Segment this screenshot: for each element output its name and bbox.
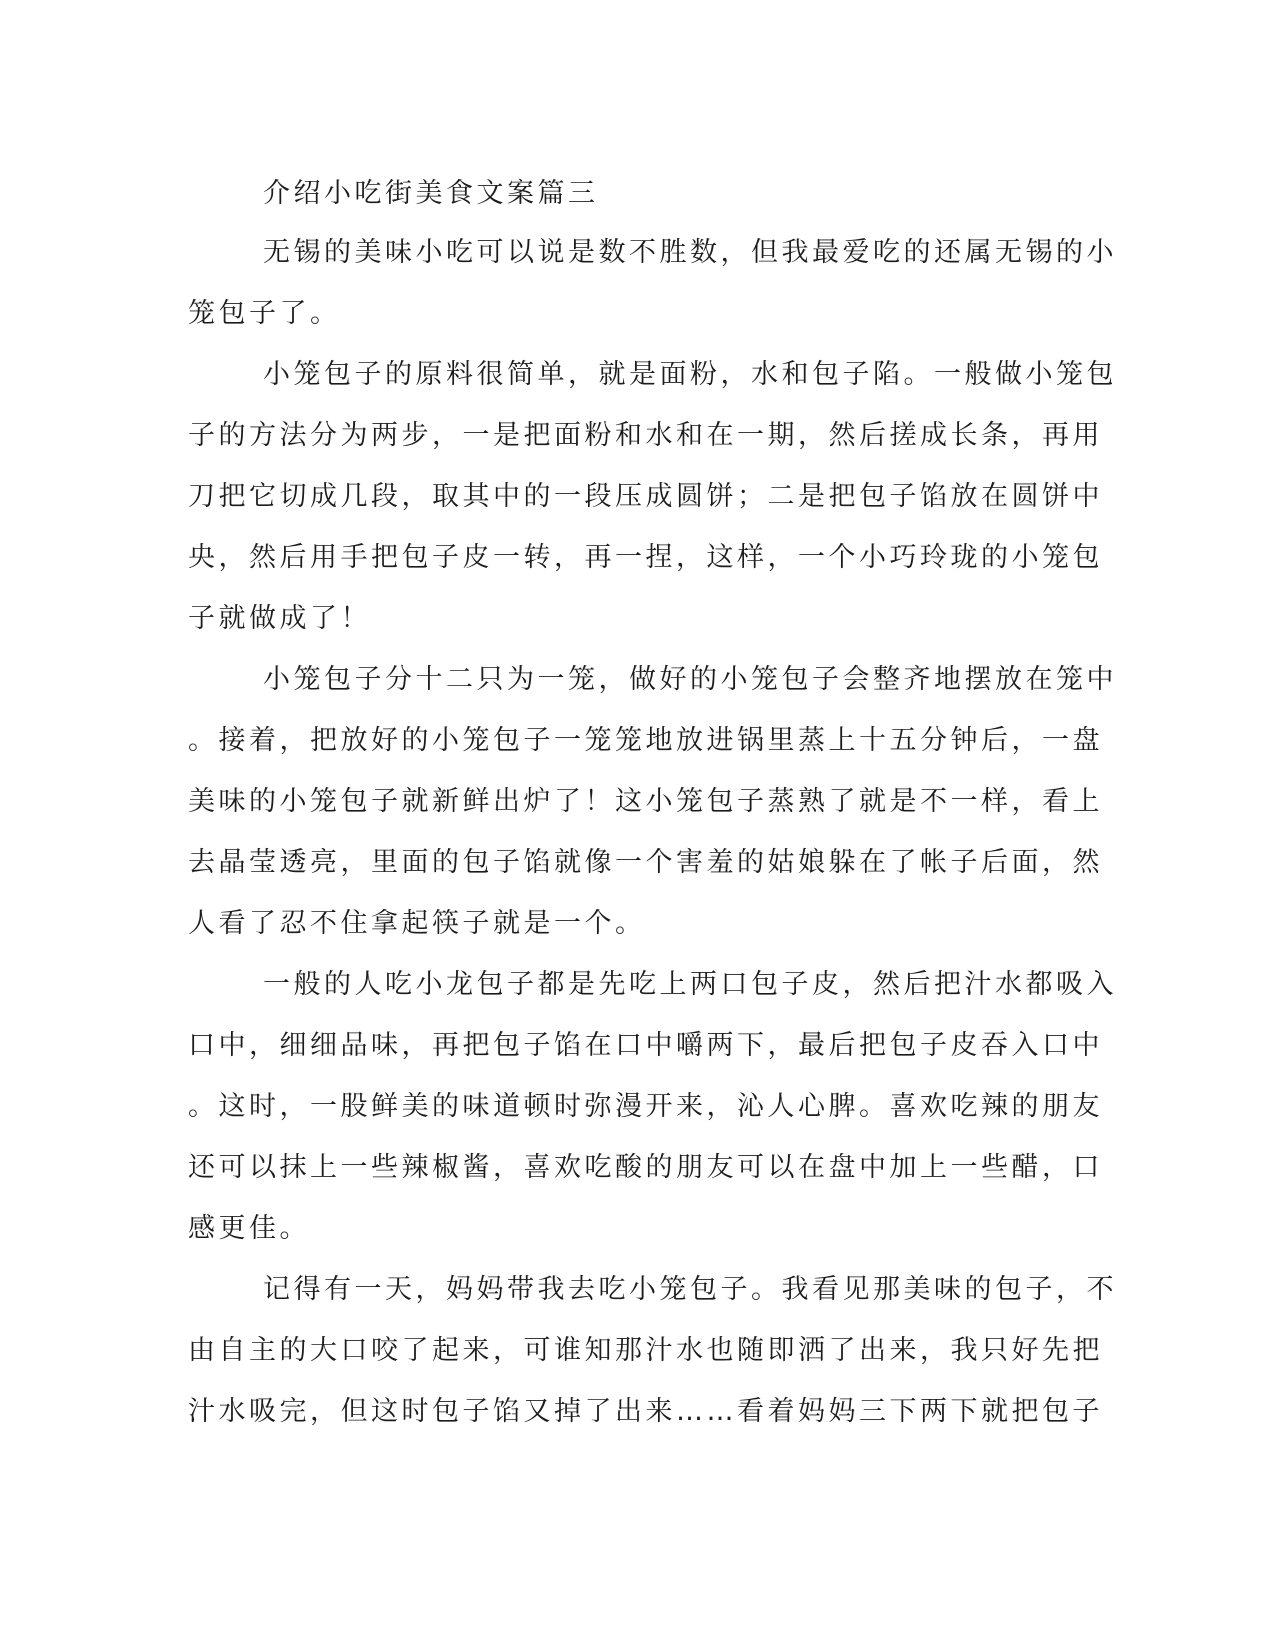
paragraph-5 [188, 1259, 1117, 1442]
paragraph-line: 子就做成了！ [188, 603, 371, 634]
paragraph-line: 小笼包子的原料很简单，就是面粉，水和包子陷。一般做小笼包 [263, 359, 1117, 390]
paragraph-line: 由自主的大口咬了起来，可谁知那汁水也随即洒了出来，我只好先把 [188, 1335, 1103, 1366]
paragraph-1 [188, 222, 1117, 344]
paragraph-3 [188, 649, 1117, 954]
paragraph-line: 。这时，一股鲜美的味道顿时弥漫开来，沁人心脾。喜欢吃辣的朋友 [188, 1091, 1103, 1122]
paragraph-line: 人看了忍不住拿起筷子就是一个。 [188, 908, 646, 939]
paragraph-line: 美味的小笼包子就新鲜出炉了！这小笼包子蒸熟了就是不一样，看上 [188, 786, 1103, 817]
paragraph-2 [188, 344, 1117, 649]
paragraph-line: 口中，细细品味，再把包子馅在口中嚼两下，最后把包子皮吞入口中 [188, 1030, 1103, 1061]
document-body [188, 166, 1117, 1442]
paragraph-line: 感更佳。 [188, 1213, 310, 1244]
paragraph-line: 。接着，把放好的小笼包子一笼笼地放进锅里蒸上十五分钟后，一盘 [188, 725, 1103, 756]
paragraph-line: 刀把它切成几段，取其中的一段压成圆饼；二是把包子馅放在圆饼中 [188, 481, 1103, 512]
paragraph-line: 去晶莹透亮，里面的包子馅就像一个害羞的姑娘躲在了帐子后面，然 [188, 847, 1103, 878]
paragraph-line: 央，然后用手把包子皮一转，再一捏，这样，一个小巧玲珑的小笼包 [188, 542, 1103, 573]
paragraph-line: 一般的人吃小龙包子都是先吃上两口包子皮，然后把汁水都吸入 [263, 969, 1117, 1000]
paragraph-line: 汁水吸完，但这时包子馅又掉了出来……看着妈妈三下两下就把包子 [188, 1396, 1103, 1427]
paragraph-line: 无锡的美味小吃可以说是数不胜数，但我最爱吃的还属无锡的小 [263, 237, 1117, 268]
paragraph-line: 子的方法分为两步，一是把面粉和水和在一期，然后搓成长条，再用 [188, 420, 1103, 451]
paragraph-line: 小笼包子分十二只为一笼，做好的小笼包子会整齐地摆放在笼中 [263, 664, 1117, 695]
paragraph-line: 笼包子了。 [188, 298, 341, 329]
paragraph-4 [188, 954, 1117, 1259]
paragraph-line: 记得有一天，妈妈带我去吃小笼包子。我看见那美味的包子，不 [263, 1274, 1117, 1305]
paragraph-line: 还可以抹上一些辣椒酱，喜欢吃酸的朋友可以在盘中加上一些醋，口 [188, 1152, 1103, 1183]
document-title: 介绍小吃街美食文案篇三 [263, 178, 599, 209]
